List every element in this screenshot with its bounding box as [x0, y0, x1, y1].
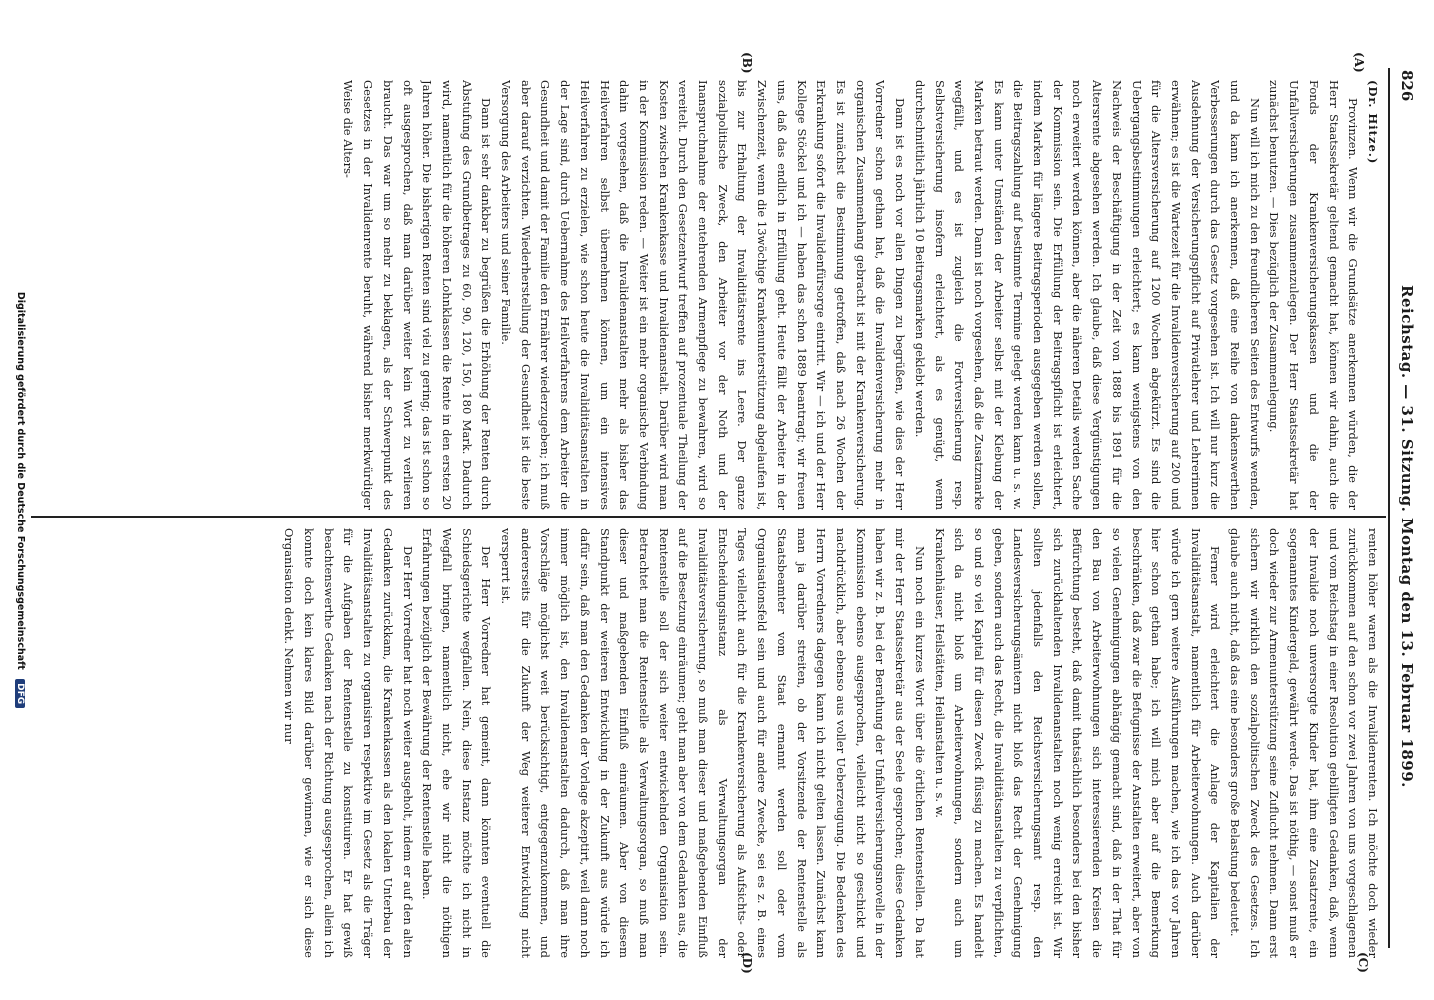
paragraph: Nun will ich mich zu den freundlicheren Seiten des Entwurfs wenden, und da kann ich anerkennen, daß eine Reihe von dankenswerthen Verbesserungen durch das Gesetz vorgesehen ist. Ich will nur kurz die Ausdehnung der Versicherungspflicht auf Privatlehrer und Lehrerinnen erwähnen; es ist die Wartezeit für die Invalidenversicherung auf 200 und für die Altersversicherung auf 1200 Wochen abgekürzt. Es sind die Uebergangsbestimmungen erleichtert; es kann wenigstens von den Nachweis der Beschäftigung in der Zeit von 1888 bis 1891 für die Altersrente abgesehen werden. Ich glaube, daß diese Vergünstigungen noch erweitert werden können, aber die näheren Details werden Sache der Kommission sein. Die Erfüllung der Beitragspflicht ist erleichtert, indem Marken für längere Beitragsperioden ausgegeben werden sollen, die Beitragszahlung auf bestimmte Termine gelegt werden kann u. s. w. Es kann unter Umständen der Arbeiter selbst mit der Klebung der Marken betraut werden. Dann ist noch vorgesehen, daß die Zusatzmarke wegfällt, und es ist zugleich die Fortversicherung resp. Selbstversicherung insofern erleichtert, als es genügt, wenn durchschnittlich jährlich 10 Beitragsmarken geklebt werden. — [912, 80, 1262, 510]
left-column — [42, 80, 1382, 510]
margin-marker-b: (B) — [740, 52, 754, 74]
paragraph: Provinzen. Wenn wir die Grundsätze anerkennen würden, die der Herr Staatssekretär geltend gemacht hat, können wir dahin, auch die Fonds der Krankenversicherungskassen und die der Unfallversicherungen zusammenzulegen. Der Herr Staatssekretär hat zunächst benutzen. — Dies bezüglich der Zusammenlegung. — [1267, 80, 1361, 510]
running-title: Reichstag. — 31. Sitzung. Montag den 13. Februar 1899. — [1398, 285, 1416, 788]
paragraph: Dann ist es noch vor allen Dingen zu begrüßen, wie dies der Herr Vorredner schon gethan hat, daß die Invalidenversicherung mehr in organischen Zusammenhang gebracht ist mit der Krankenversicherung. Es ist zunächst die Bestimmung getroffen, daß nach 26 Wochen der Erkrankung sofort die Invalidenfürsorge eintritt. Wir — ich und der Herr Kollege Stöckel und ich — haben das schon 1889 beantragt; wir freuen uns, daß das endlich in Erfüllung geht. Heute fällt der Arbeiter in der Zwischenzeit, wenn die 13wöchige Krankenunterstützung abgelaufen ist, bis zur Erhaltung der Invaliditätsrente ins Leere. Der ganze sozialpolitische Zweck, den Arbeiter vor der Noth und der Inanspruchnahme der entehrenden Armenpflege zu bewahren, wird so vereitelt. Durch den Gesetzentwurf treffen auf prozentuale Theilung der Kosten zwischen Krankenkasse und Invalidenanstalt. Darüber wird man in der Kommission reden. — Weiter ist ein mehr organische Verbindung dahin vorgesehen, daß die Invalidenanstalten mehr als bisher das Heilverfahren selbst übernehmen können, um ein intensives Heilverfahren zu erzielen, wie schon heute die Invaliditätsanstalten in der Lage sind, durch Uebernahme des Heilverfahrens dem Arbeiter die Gesundheit und damit der Familie den Ernährer wiederzugeben; ich muß aber darauf verzichten. Wiederherstellung der Gesundheit ist die beste Versorgung des Arbeiters und seiner Familie. — [499, 80, 908, 510]
digitization-footer — [2, 0, 26, 1000]
header-rule — [1388, 68, 1390, 948]
page-header — [1392, 0, 1422, 1000]
paragraph: Ferner wird erleichtert die Anlage der Kapitalien der Invaliditätsanstalt, namentlich für Arbeiterwohnungen. Auch darüber würde ich gern weitere Ausführungen machen, wie ich das vor Jahren hier schon gethan habe; ich will mich aber auf die Bemerkung beschränken, daß zwar die Befugnisse der Anstalten erweitert, aber von so vielen Genehmigungen abhängig gemacht sind, daß in der That für den Bau von Arbeiterwohnungen sich interessierenden Kreisen die Befürchtung besteht, daß damit thatsächlich besonders bei den bisher sich zurückhaltenden Invalidenanstalten noch wenig erreicht ist. Wir sollten jedenfalls den Reichsversicherungsamt resp. den Landesversicherungsämtern nicht bloß das Recht der Genehmigung geben, sondern auch das Recht, die Invaliditätsanstalten zu verpflichten, so und so viel Kapital für diesen Zweck flüssig zu machen. Es handelt sich da nicht bloß um Arbeiterwohnungen, sondern auch um Krankenhäuser, Heilstätten, Heilanstalten u. s. w. — [932, 528, 1223, 958]
footer-text: Digitalisierung gefördert durch die Deutsche Forschungsgemeinschaft — [15, 291, 26, 670]
paragraph: Der Herr Vorredner hat noch weiter ausgeholt, indem er auf den alten Gedanken zurückkam, die Krankenkassen als den lokalen Unterbau der Invaliditätsanstalten zu organisiren respektive im Gesetz als die Träger für die Aufgaben der Rentenstelle zu konstituiren. Er hat gewiß beachtenswerthe Gedanken nach der Richtung ausgesprochen, allein ich konnte doch kein klares Bild darüber gewinnen, wie er sich diese Organisation denkt. Nehmen wir nur — [282, 528, 415, 958]
page-number: 826 — [1398, 70, 1416, 102]
speaker-label: (Dr. Hitze.) — [1366, 80, 1380, 165]
paragraph: Nun noch ein kurzes Wort über die örtlichen Rentenstellen. Da hat mir der Herr Staatssekretär aus der Seele gesprochen; diese Gedanken haben wir z. B. bei der Berathung der Unfallversicherungsnovelle in der Kommission ebenso ausgesprochen, vielleicht nicht so geschickt und nachdrücklich, aber ebenso aus voller Ueberzeugung. Die Bedenken des Herrn Vorredners dagegen kann ich nicht gelten lassen. Zunächst kann man ja darüber streiten, ob der Vorsitzende der Rentenstelle als Staatsbeamter vom Staat ernannt werden soll oder vom Organisationsfeld sein und auch für andere Zwecke, sei es z. B. eines Tages vielleicht auch für die Krankenversicherung als Aufsichts- oder Entscheidungsinstanz als Verwaltungsorgan der Invaliditätsversicherung, so muß man dieser und maßgebenden Einfluß auf die Besetzung einräumen; geht man aber von dem Gedanken aus, die Rentenstelle soll der sich weiter entwickelnden Organisation sein. Betrachtet man die Rentenstelle als Verwaltungsorgan, so muß man dieser und maßgebenden Einfluß einräumen. Aber von diesem Standpunkt der weiteren Entwicklung in der Zukunft aus würde ich dafür sein, daß man den Gedanken der Vorlage akzeptirt, weil dann noch immer möglich ist, den Invalidenanstalten dadurch, daß man ihre Vorschläge möglichst weit berücksichtigt, entgegenzukommen, und andererseits für die Zukunft der Weg weiterer Entwicklung nicht versperrt ist. — [499, 528, 927, 958]
margin-marker-d: (D) — [740, 952, 754, 974]
paragraph: Der Herr Vorredner hat gemeint, dann könnten eventuell die Schiedsgerichte wegfallen. Nein, diese Instanz möchte ich nicht in Wegfall bringen, namentlich nicht, ehe wir nicht die nöthigen Erfahrungen bezüglich der Bewährung der Rentenstelle haben. — [420, 528, 494, 958]
margin-marker-a: (A) — [1352, 52, 1366, 73]
margin-marker-c: (C) — [1356, 952, 1370, 973]
dfg-logo-icon: DFG — [15, 679, 25, 708]
paragraph: Dann ist sehr dankbar zu begrüßen die Erhöhung der Renten durch Abstufung des Grundbetrages zu 60, 90, 120, 150, 180 Mark. Dadurch wird, namentlich für die höheren Lohnklassen die Rente in den ersten 20 Jahren höher. Die bisherigen Renten sind viel zu gering; das ist schon so oft ausgesprochen, daß man darüber weiter kein Wort zu verlieren braucht. Das war um so mehr zu beklagen, als der Schwerpunkt des Gesetzes in der Invalidenrente beruht, während bisher merkwürdiger Weise die Alters- — [341, 80, 494, 510]
right-column — [42, 528, 1382, 958]
paragraph: renten höher waren als die Invalidenrenten. Ich möchte doch wieder zurückkommen auf den schon vor zwei Jahren von uns vorgeschlagenen und vom Reichstag in einer Resolution gebilligten Gedanken, daß, wenn der Invalide noch unversorgte Kinder hat, ihm eine Zusatzrente, ein sogenanntes Kindergeld, gewährt werde. Das ist nöthig, — sonst muß er doch wieder zur Armenunterstützung seine Zuflucht nehmen. Dann erst sichern wir wirklich den sozialpolitischen Zweck des Gesetzes. Ich glaube auch nicht, daß das eine besonders große Belastung bedeutet. — [1228, 528, 1380, 958]
column-divider — [31, 516, 1386, 518]
